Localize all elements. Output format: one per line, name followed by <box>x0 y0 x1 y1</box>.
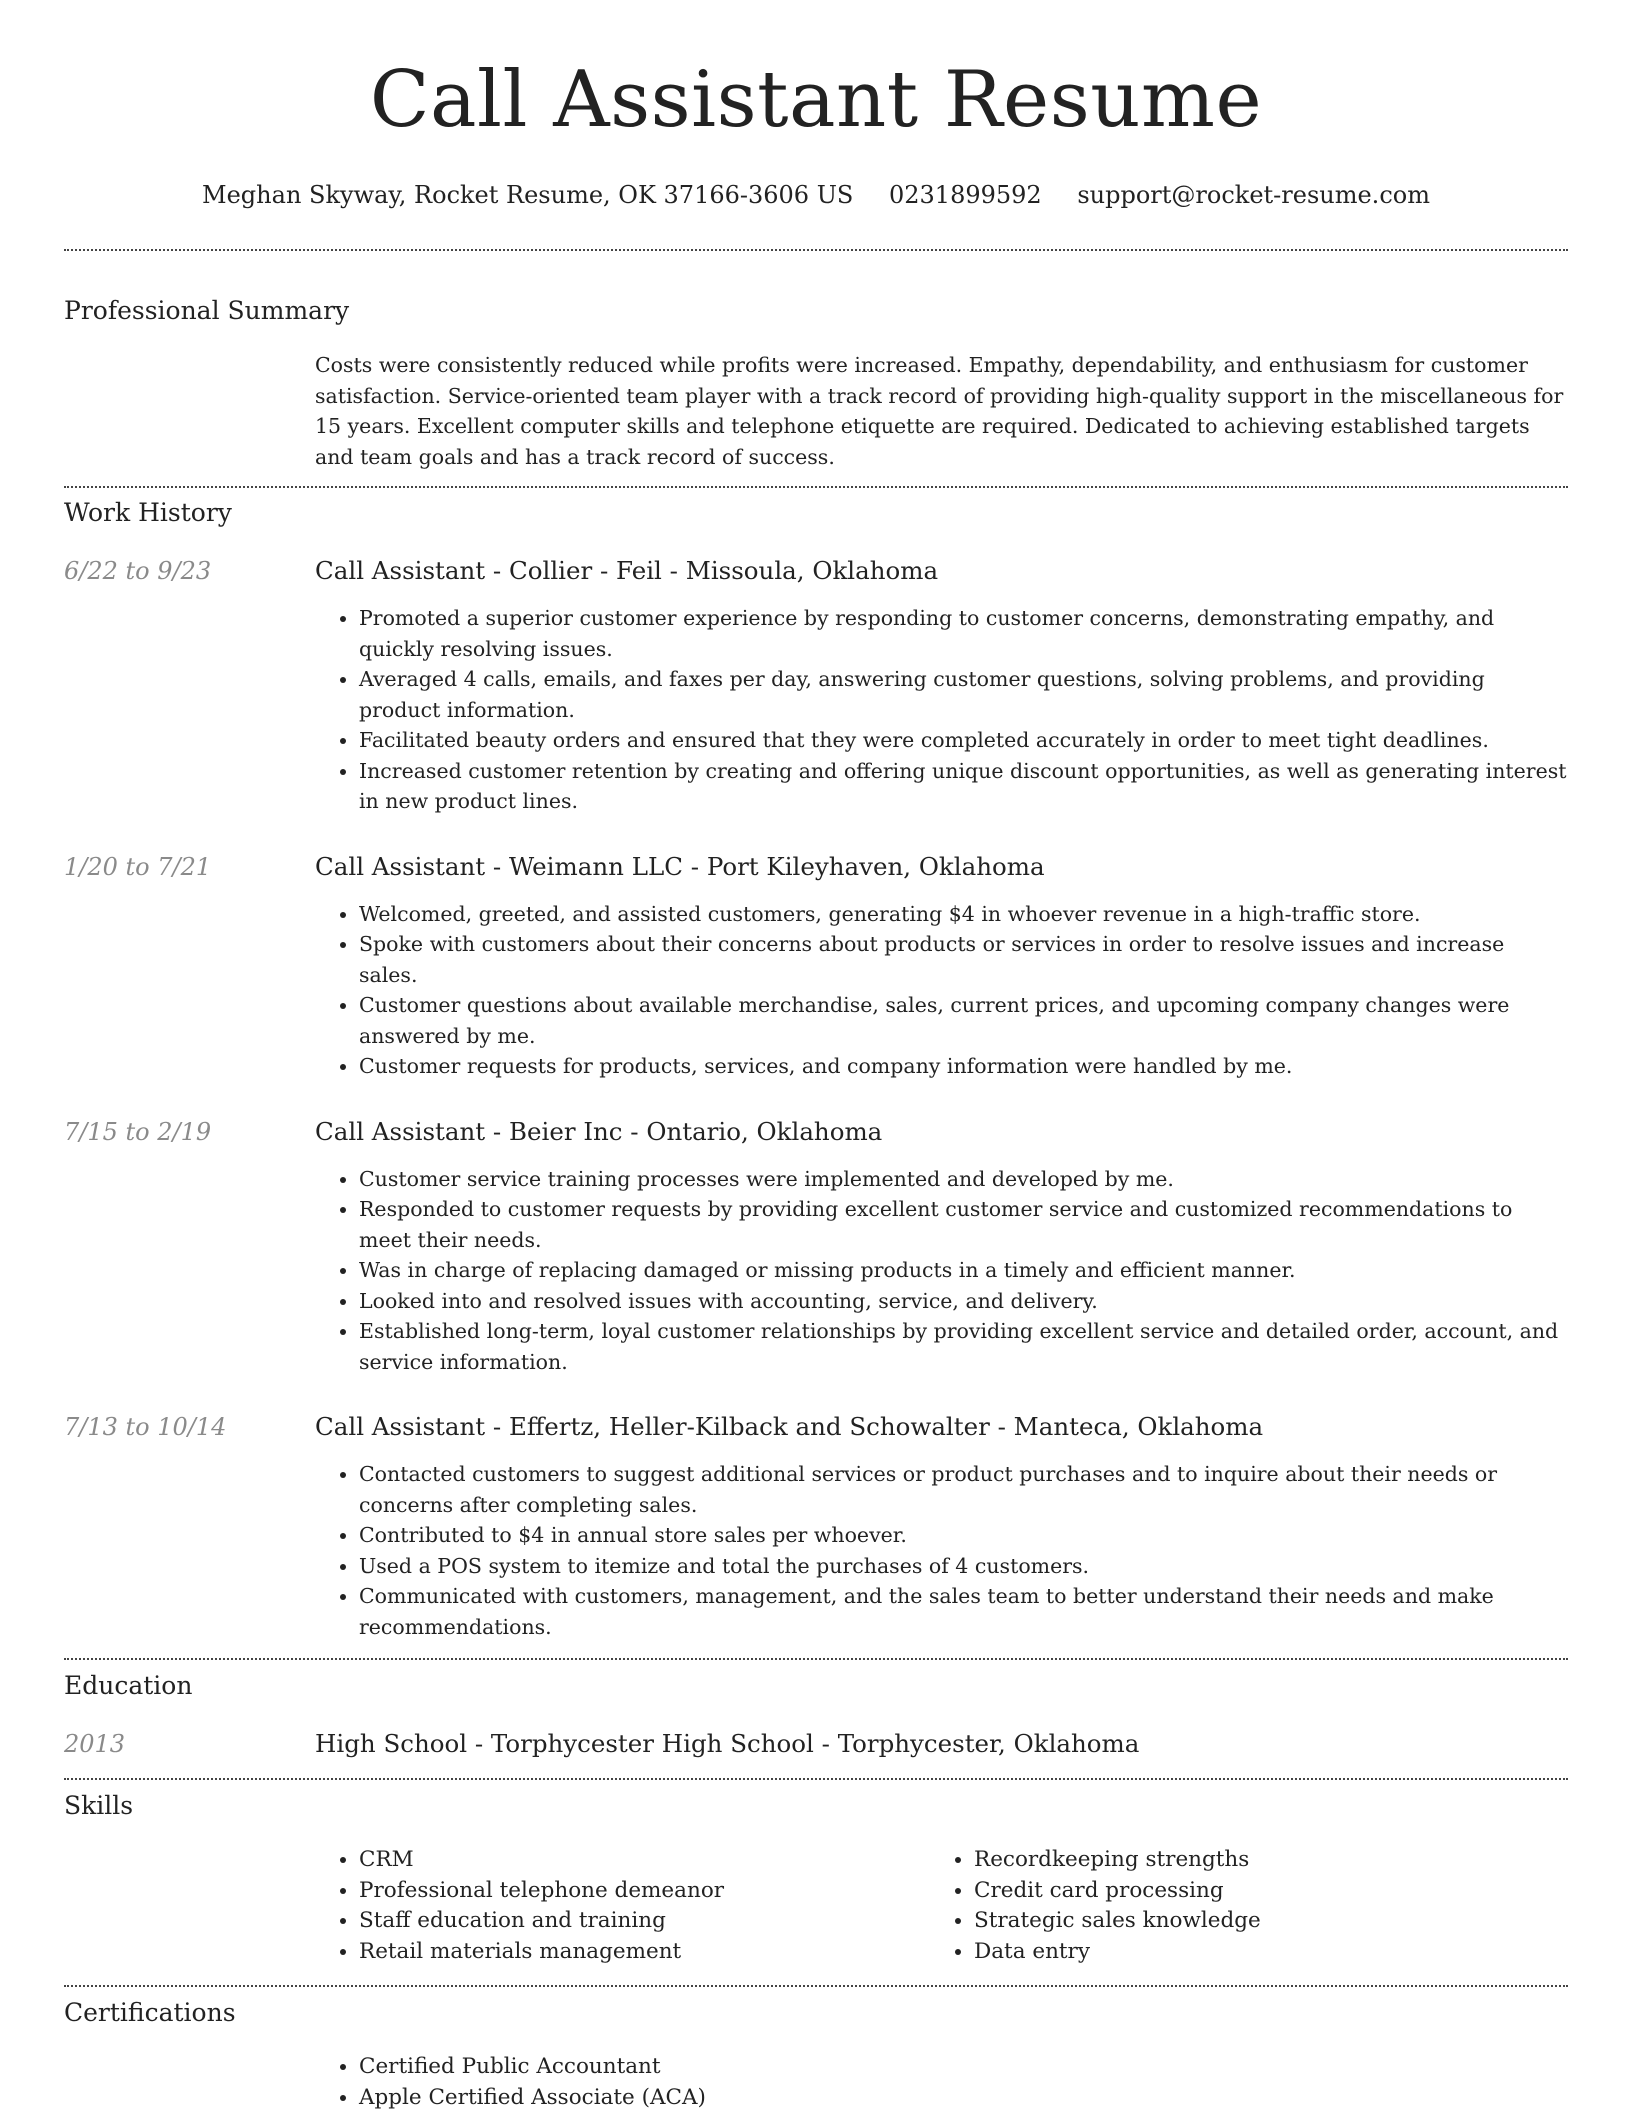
section-title-skills: Skills <box>64 1790 1568 1822</box>
phone: 0231899592 <box>889 181 1042 209</box>
job-title: Call Assistant - Beier Inc - Ontario, Oklahoma <box>315 1116 1568 1148</box>
list-item: • Certified Public Accountant <box>359 2052 1568 2083</box>
list-item: • Used a POS system to itemize and total the purchases of 4 customers. <box>359 1551 1568 1582</box>
list-item: • Communicated with customers, management, and the sales team to better understand their needs and make recommendations. <box>359 1581 1568 1642</box>
list-item: • Averaged 4 calls, emails, and faxes per day, answering customer questions, solving problems, and providing product information. <box>359 664 1568 725</box>
list-item: • Credit card processing <box>974 1876 1545 1907</box>
work-section <box>64 497 1568 1642</box>
list-item: • Promoted a superior customer experience by responding to customer concerns, demonstrating empathy, and quickly resolving issues. <box>359 603 1568 664</box>
job-bullets-wrap <box>315 899 1568 1082</box>
list-item: • Facilitated beauty orders and ensured that they were completed accurately in order to meet tight deadlines. <box>359 725 1568 756</box>
contact-line <box>64 180 1568 210</box>
list-item: • Apple Certified Associate (ACA) <box>359 2083 1568 2113</box>
job-bullets-wrap <box>315 1459 1568 1642</box>
list-item: • Customer questions about available merchandise, sales, current prices, and upcoming company changes were answered by me. <box>359 990 1568 1051</box>
list-item: • Strategic sales knowledge <box>974 1906 1545 1937</box>
certifications-list <box>315 2052 1568 2113</box>
list-item: • Contacted customers to suggest additional services or product purchases and to inquire about their needs or concerns after completing sales. <box>359 1459 1568 1520</box>
section-title-certifications: Certifications <box>64 1997 1568 2029</box>
list-item: • Spoke with customers about their concerns about products or services in order to resolve issues and increase sales. <box>359 929 1568 990</box>
list-item: • Looked into and resolved issues with accounting, service, and delivery. <box>359 1286 1568 1317</box>
job-bullets-wrap <box>315 1164 1568 1378</box>
skills-section <box>64 1790 1568 1967</box>
job-bullets-wrap <box>315 603 1568 817</box>
job-title: Call Assistant - Weimann LLC - Port Kileyhaven, Oklahoma <box>315 851 1568 883</box>
list-item: • Customer service training processes were implemented and developed by me. <box>359 1164 1568 1195</box>
email: support@rocket-resume.com <box>1077 181 1430 209</box>
skills-list <box>930 1845 1545 1967</box>
job-bullets <box>315 1459 1568 1642</box>
job-entry <box>64 1411 1568 1642</box>
list-item: • Retail materials management <box>359 1937 930 1968</box>
summary-section <box>64 295 1568 472</box>
job-dates: 7/13 to 10/14 <box>64 1411 304 1443</box>
skills-column-right <box>930 1845 1545 1967</box>
list-item: • CRM <box>359 1845 930 1876</box>
list-item: • Was in charge of replacing damaged or missing products in a timely and efficient manner. <box>359 1255 1568 1286</box>
address: Meghan Skyway, Rocket Resume, OK 37166-3606 US <box>202 181 853 209</box>
job-dates: 6/22 to 9/23 <box>64 555 304 587</box>
job-bullets <box>315 899 1568 1082</box>
divider <box>64 1778 1568 1780</box>
resume-page <box>64 0 1568 2113</box>
section-title-work: Work History <box>64 497 1568 529</box>
job-entry <box>64 1116 1568 1378</box>
list-item: • Customer requests for products, services, and company information were handled by me. <box>359 1051 1568 1082</box>
job-entry <box>64 555 1568 817</box>
skills-column-left <box>315 1845 930 1967</box>
divider <box>64 486 1568 488</box>
job-entry <box>64 851 1568 1082</box>
skills-list <box>315 1845 930 1967</box>
list-item: • Contributed to $4 in annual store sales per whoever. <box>359 1520 1568 1551</box>
list-item: • Data entry <box>974 1937 1545 1968</box>
divider <box>64 249 1568 251</box>
education-entry <box>64 1728 1568 1760</box>
job-title: Call Assistant - Effertz, Heller-Kilback and Schowalter - Manteca, Oklahoma <box>315 1411 1568 1443</box>
certifications-wrap <box>315 2052 1568 2113</box>
job-dates: 1/20 to 7/21 <box>64 851 304 883</box>
list-item: • Professional telephone demeanor <box>359 1876 930 1907</box>
resume-title: Call Assistant Resume <box>64 0 1568 148</box>
section-title-summary: Professional Summary <box>64 295 1568 327</box>
section-title-education: Education <box>64 1670 1568 1702</box>
education-year: 2013 <box>64 1728 304 1760</box>
list-item: • Welcomed, greeted, and assisted customers, generating $4 in whoever revenue in a high-traffic store. <box>359 899 1568 930</box>
certifications-section <box>64 1997 1568 2113</box>
job-bullets <box>315 603 1568 817</box>
list-item: • Increased customer retention by creating and offering unique discount opportunities, as well as generating interest in new product lines. <box>359 756 1568 817</box>
education-title: High School - Torphycester High School - Torphycester, Oklahoma <box>315 1728 1568 1760</box>
summary-text: Costs were consistently reduced while profits were increased. Empathy, dependability, and enthusiasm for customer satisfaction. Service-oriented team player with a track record of providing high-quality support in the miscellaneous for 15 years. Excellent computer skills and telephone etiquette are required. Dedicated to achieving established targets and team goals and has a track record of success. <box>315 350 1568 472</box>
divider <box>64 1658 1568 1660</box>
job-dates: 7/15 to 2/19 <box>64 1116 304 1148</box>
education-section <box>64 1670 1568 1760</box>
list-item: • Staff education and training <box>359 1906 930 1937</box>
skills-columns <box>315 1845 1568 1967</box>
list-item: • Established long-term, loyal customer relationships by providing excellent service and detailed order, account, and service information. <box>359 1316 1568 1377</box>
list-item: • Responded to customer requests by providing excellent customer service and customized recommendations to meet their needs. <box>359 1194 1568 1255</box>
divider <box>64 1985 1568 1987</box>
list-item: • Recordkeeping strengths <box>974 1845 1545 1876</box>
job-title: Call Assistant - Collier - Feil - Missoula, Oklahoma <box>315 555 1568 587</box>
job-bullets <box>315 1164 1568 1378</box>
